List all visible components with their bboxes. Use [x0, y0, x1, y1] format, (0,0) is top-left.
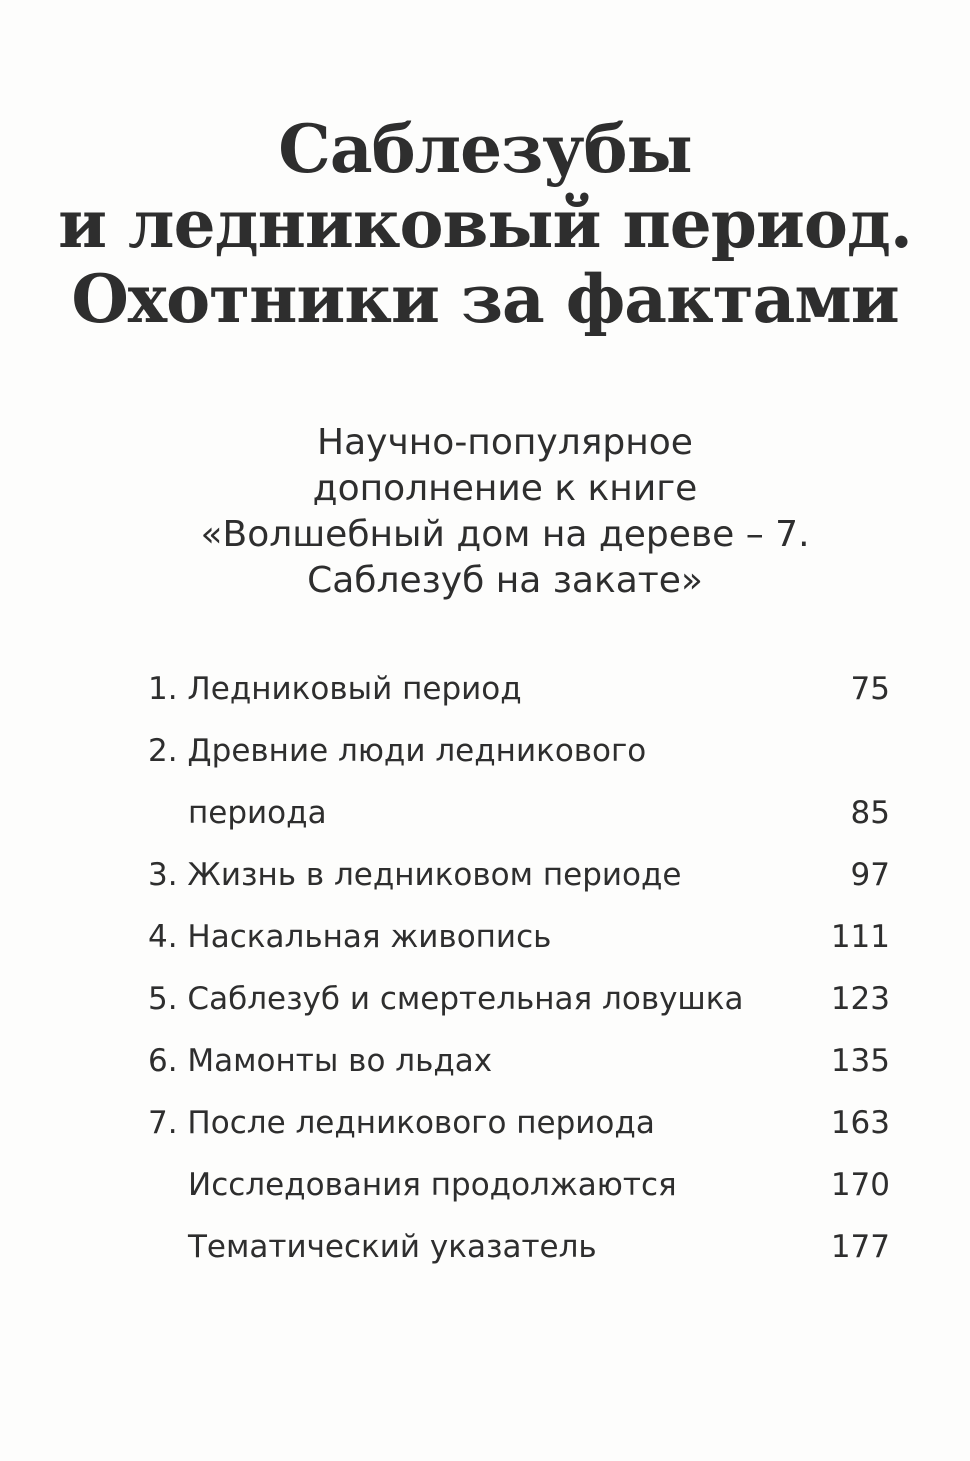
- toc-entry-label: периода: [188, 795, 327, 831]
- subtitle-line: «Волшебный дом на дереве – 7.: [200, 514, 810, 555]
- toc-entry-label: 3. Жизнь в ледниковом периоде: [148, 857, 682, 893]
- toc-entry-label: 2. Древние люди ледникового: [148, 733, 647, 769]
- toc-entry-label: 5. Саблезуб и смертельная ловушка: [148, 981, 744, 1017]
- toc-entry-page: 135: [830, 1043, 890, 1079]
- toc-entry-label: Тематический указатель: [188, 1229, 597, 1265]
- subtitle-line: Научно-популярное: [317, 422, 693, 463]
- toc-entry-page: 97: [850, 857, 890, 893]
- toc-entry-label: Исследования продолжаются: [188, 1167, 677, 1203]
- table-of-contents: [148, 658, 890, 1278]
- toc-entry-page: 111: [830, 919, 890, 955]
- book-title-line: Охотники за фактами: [71, 260, 899, 338]
- toc-entry-page: 170: [830, 1167, 890, 1203]
- book-subtitle: [0, 420, 970, 604]
- toc-entry-page: 177: [830, 1229, 890, 1265]
- toc-entry-ancient-people-continued[interactable]: [148, 782, 890, 844]
- toc-entry-page: 75: [850, 671, 890, 707]
- toc-entry-sabertooth-trap[interactable]: [148, 968, 890, 1030]
- toc-entry-after-ice-age[interactable]: [148, 1092, 890, 1154]
- toc-entry-label: 4. Наскальная живопись: [148, 919, 552, 955]
- toc-entry-life-in-ice-age[interactable]: [148, 844, 890, 906]
- book-title-line: и ледниковый период.: [58, 185, 912, 263]
- toc-entry-mammoths[interactable]: [148, 1030, 890, 1092]
- toc-entry-cave-painting[interactable]: [148, 906, 890, 968]
- toc-entry-ice-age[interactable]: [148, 658, 890, 720]
- subtitle-line: дополнение к книге: [312, 468, 698, 509]
- toc-entry-page: 123: [830, 981, 890, 1017]
- toc-entry-page: 85: [850, 795, 890, 831]
- book-title: [0, 112, 970, 337]
- toc-entry-label: 1. Ледниковый период: [148, 671, 522, 707]
- toc-entry-research-continues[interactable]: [148, 1154, 890, 1216]
- toc-entry-label: 7. После ледникового периода: [148, 1105, 655, 1141]
- book-title-line: Саблезубы: [278, 110, 692, 188]
- toc-entry-label: 6. Мамонты во льдах: [148, 1043, 493, 1079]
- toc-entry-page: 163: [830, 1105, 890, 1141]
- subtitle-line: Саблезуб на закате»: [307, 560, 703, 601]
- toc-entry-subject-index[interactable]: [148, 1216, 890, 1278]
- toc-entry-ancient-people[interactable]: [148, 720, 890, 782]
